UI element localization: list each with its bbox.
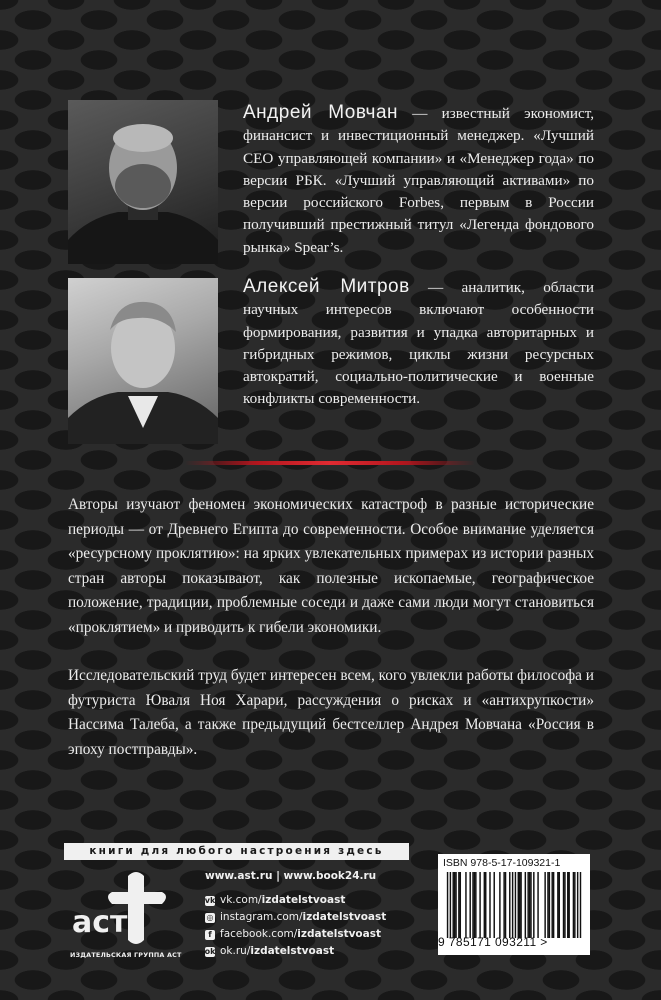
author-photo-movchan [68,100,218,264]
barcode-bar [519,872,520,938]
barcode-digits: 9 785171 093211 > [438,935,548,949]
barcode-bar [450,872,451,938]
vk-icon: vk [204,896,216,905]
barcode-bar [474,872,475,938]
annotation-paragraph-1: Авторы изучают феномен экономических катастроф в разные исторические периоды — от Древнего Египта до современности. Особое внимание уделяется «ресурсному проклятию»: на ярких увлекательных примерах из истории разных стран авторы показывают, как полезные ископаемые, географическое положение, традиции, проблемные соседи и даже сами люди могут становиться «проклятием» и приводить к гибели экономики. [68,496,594,636]
barcode-bar [458,872,459,938]
social-prefix: vk.com/ [220,894,262,906]
social-handle: izdatelstvoast [250,945,335,957]
facebook-icon: f [205,930,215,940]
barcode-bar [469,872,470,938]
social-handle: izdatelstvoast [297,928,381,940]
isbn-label: ISBN 978-5-17-109321-1 [443,857,561,869]
social-links [205,892,386,960]
barcode-bar [567,872,568,938]
author-name: Андрей Мовчан [243,102,399,123]
barcode-bar [529,872,530,938]
barcode-bar [499,872,500,938]
barcode-bar [515,872,516,938]
author-description: — известный экономист, финансист и инвестиционный менеджер. «Лучший CEO управляющей компании» и «Менеджер года» по версии РБК. «Лучший управляющий активами» по версии российского Forbes, первым в России получивший престижный титул «Легенда фондового рынка» Spear’s. [243,105,594,256]
instagram-icon: ◎ [206,913,214,922]
barcode-bar [527,872,528,938]
social-handle: izdatelstvoast [302,911,387,923]
barcode-bar [563,872,564,938]
barcode-bar [465,872,466,938]
barcode-bar [520,872,521,938]
barcode-bar [580,872,581,938]
barcode-bar [574,872,575,938]
barcode-bar [553,872,554,938]
social-prefix: instagram.com/ [220,911,303,923]
barcode-bar [454,872,455,938]
barcode-bar [447,872,448,938]
barcode-bar [573,872,574,938]
barcode-bar [544,872,545,938]
barcode-bar [559,872,560,938]
publisher-sites[interactable]: www.ast.ru | www.book24.ru [205,870,377,882]
author-bio-movchan [243,102,594,259]
logo-text: аст [72,905,128,940]
barcode [444,872,584,938]
barcode-bar [503,872,504,938]
barcode-bar [568,872,569,938]
social-handle: izdatelstvoast [261,894,346,906]
annotation-paragraph-2: Исследовательский труд будет интересен всем, кого увлекли работы философа и футуриста Юваля Ноя Харари, рассуждения о рисках и «антихрупкости» Нассима Талеба, а также предыдущий бестселлер Андрея Мовчана «Россия в эпоху постправды». [68,667,594,758]
barcode-bar [557,872,558,938]
barcode-bar [493,872,494,938]
barcode-bar [472,872,473,938]
barcode-bar [479,872,480,938]
author-photo-mitrov [68,278,218,444]
social-prefix: facebook.com/ [220,928,298,940]
social-link-facebook[interactable] [205,926,386,943]
social-link-instagram[interactable] [205,909,386,926]
isbn-barcode-box [438,854,590,955]
author-name: Алексей Митров [243,276,410,297]
barcode-bar [505,872,506,938]
barcode-bar [509,872,510,938]
barcode-bar [577,872,578,938]
barcode-bar [455,872,456,938]
barcode-bar [551,872,552,938]
publisher-slogan: книги для любого настроения здесь [64,843,409,860]
author-bio-mitrov [243,276,594,411]
barcode-bar [537,872,538,938]
barcode-bar [475,872,476,938]
odnoklassniki-icon: ok [204,947,216,956]
social-link-vk[interactable] [205,892,386,909]
barcode-bar [485,872,486,938]
barcode-bar [533,872,534,938]
barcode-bar [530,872,531,938]
barcode-bar [489,872,490,938]
barcode-bar [564,872,565,938]
barcode-bar [547,872,548,938]
barcode-bar [460,872,461,938]
social-prefix: ok.ru/ [220,945,251,957]
barcode-bar [512,872,513,938]
red-divider [185,461,475,465]
social-link-ok[interactable] [205,943,386,960]
barcode-bar [525,872,526,938]
author-description: — аналитик, области научных интересов включают особенности формирования, развития и упадка авторитарных и гибридных режимов, циклы жизни ресурсных автократий, социально-политические и военные конфликты современности. [243,279,594,408]
barcode-bar [549,872,550,938]
logo-caption: ИЗДАТЕЛЬСКАЯ ГРУППА АСТ [70,951,182,959]
barcode-bar [484,872,485,938]
barcode-bar [452,872,453,938]
barcode-bar [518,872,519,938]
